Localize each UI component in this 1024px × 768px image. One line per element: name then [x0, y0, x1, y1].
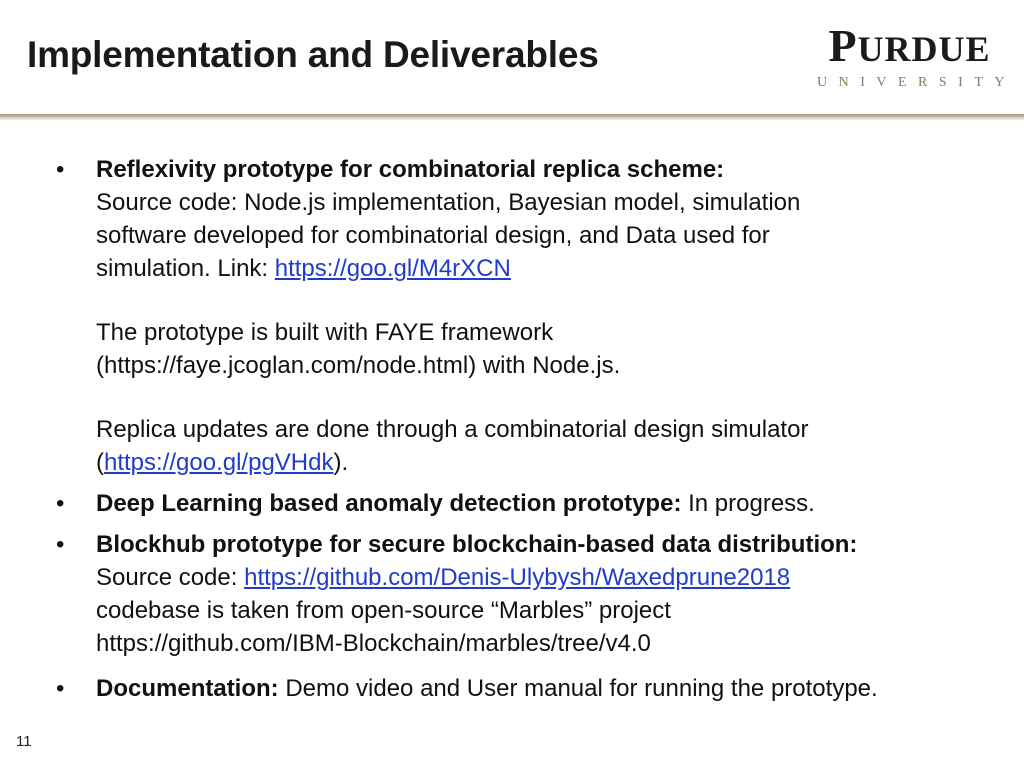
text-line — [96, 672, 996, 705]
bullet-icon: • — [56, 531, 65, 558]
bullet-icon: • — [56, 675, 65, 702]
logo-wordmark — [807, 20, 1012, 71]
logo-subtitle: UNIVERSITY — [817, 75, 1016, 90]
text-line — [96, 487, 996, 520]
text-line — [96, 252, 996, 285]
bullet-icon: • — [56, 490, 65, 517]
text-line: Replica updates are done through a combinatorial design simulator — [96, 416, 809, 443]
header-divider — [0, 114, 1024, 120]
logo-initial: P — [828, 20, 858, 71]
text-line — [96, 446, 996, 479]
bullet-heading: Documentation: — [96, 675, 279, 702]
simulator-link[interactable]: https://goo.gl/pgVHdk — [104, 449, 334, 476]
text-line: (https://faye.jcoglan.com/node.html) with Node.js. — [96, 352, 621, 379]
text-line: codebase is taken from open-source “Marbles” project — [96, 597, 671, 624]
github-link[interactable]: https://github.com/Denis-Ulybysh/Waxedprune2018 — [244, 564, 791, 591]
logo-rest: URDUE — [857, 29, 991, 69]
bullet-list — [56, 153, 996, 705]
spacer — [96, 382, 996, 413]
text-line: software developed for combinatorial design, and Data used for — [96, 222, 770, 249]
text-span: simulation. Link: — [96, 255, 275, 282]
bullet-heading: Reflexivity prototype for combinatorial replica scheme: — [96, 156, 725, 183]
bullet-item-reflexivity — [56, 153, 996, 479]
source-code-link[interactable]: https://goo.gl/M4rXCN — [274, 255, 511, 282]
spacer — [96, 285, 996, 316]
text-line: Source code: Node.js implementation, Bayesian model, simulation — [96, 189, 801, 216]
text-line: https://github.com/IBM-Blockchain/marbles/tree/v4.0 — [96, 630, 651, 657]
bullet-heading: Blockhub prototype for secure blockchain-based data distribution: — [96, 531, 858, 558]
text-span: ). — [333, 449, 349, 476]
text-line — [96, 561, 996, 594]
bullet-item-blockhub — [56, 528, 996, 660]
bullet-item-deep-learning — [56, 487, 996, 520]
purdue-logo — [807, 20, 1016, 91]
text-span: In progress. — [681, 490, 815, 517]
slide-title: Implementation and Deliverables — [27, 34, 599, 75]
text-line: The prototype is built with FAYE framework — [96, 319, 554, 346]
page-number: 11 — [16, 733, 32, 750]
text-span: Source code: — [96, 564, 245, 591]
bullet-heading: Deep Learning based anomaly detection prototype: — [96, 490, 682, 517]
text-span: ( — [96, 449, 104, 476]
bullet-item-documentation — [56, 672, 996, 705]
text-span: Demo video and User manual for running the prototype. — [278, 675, 878, 702]
bullet-icon: • — [56, 156, 65, 183]
